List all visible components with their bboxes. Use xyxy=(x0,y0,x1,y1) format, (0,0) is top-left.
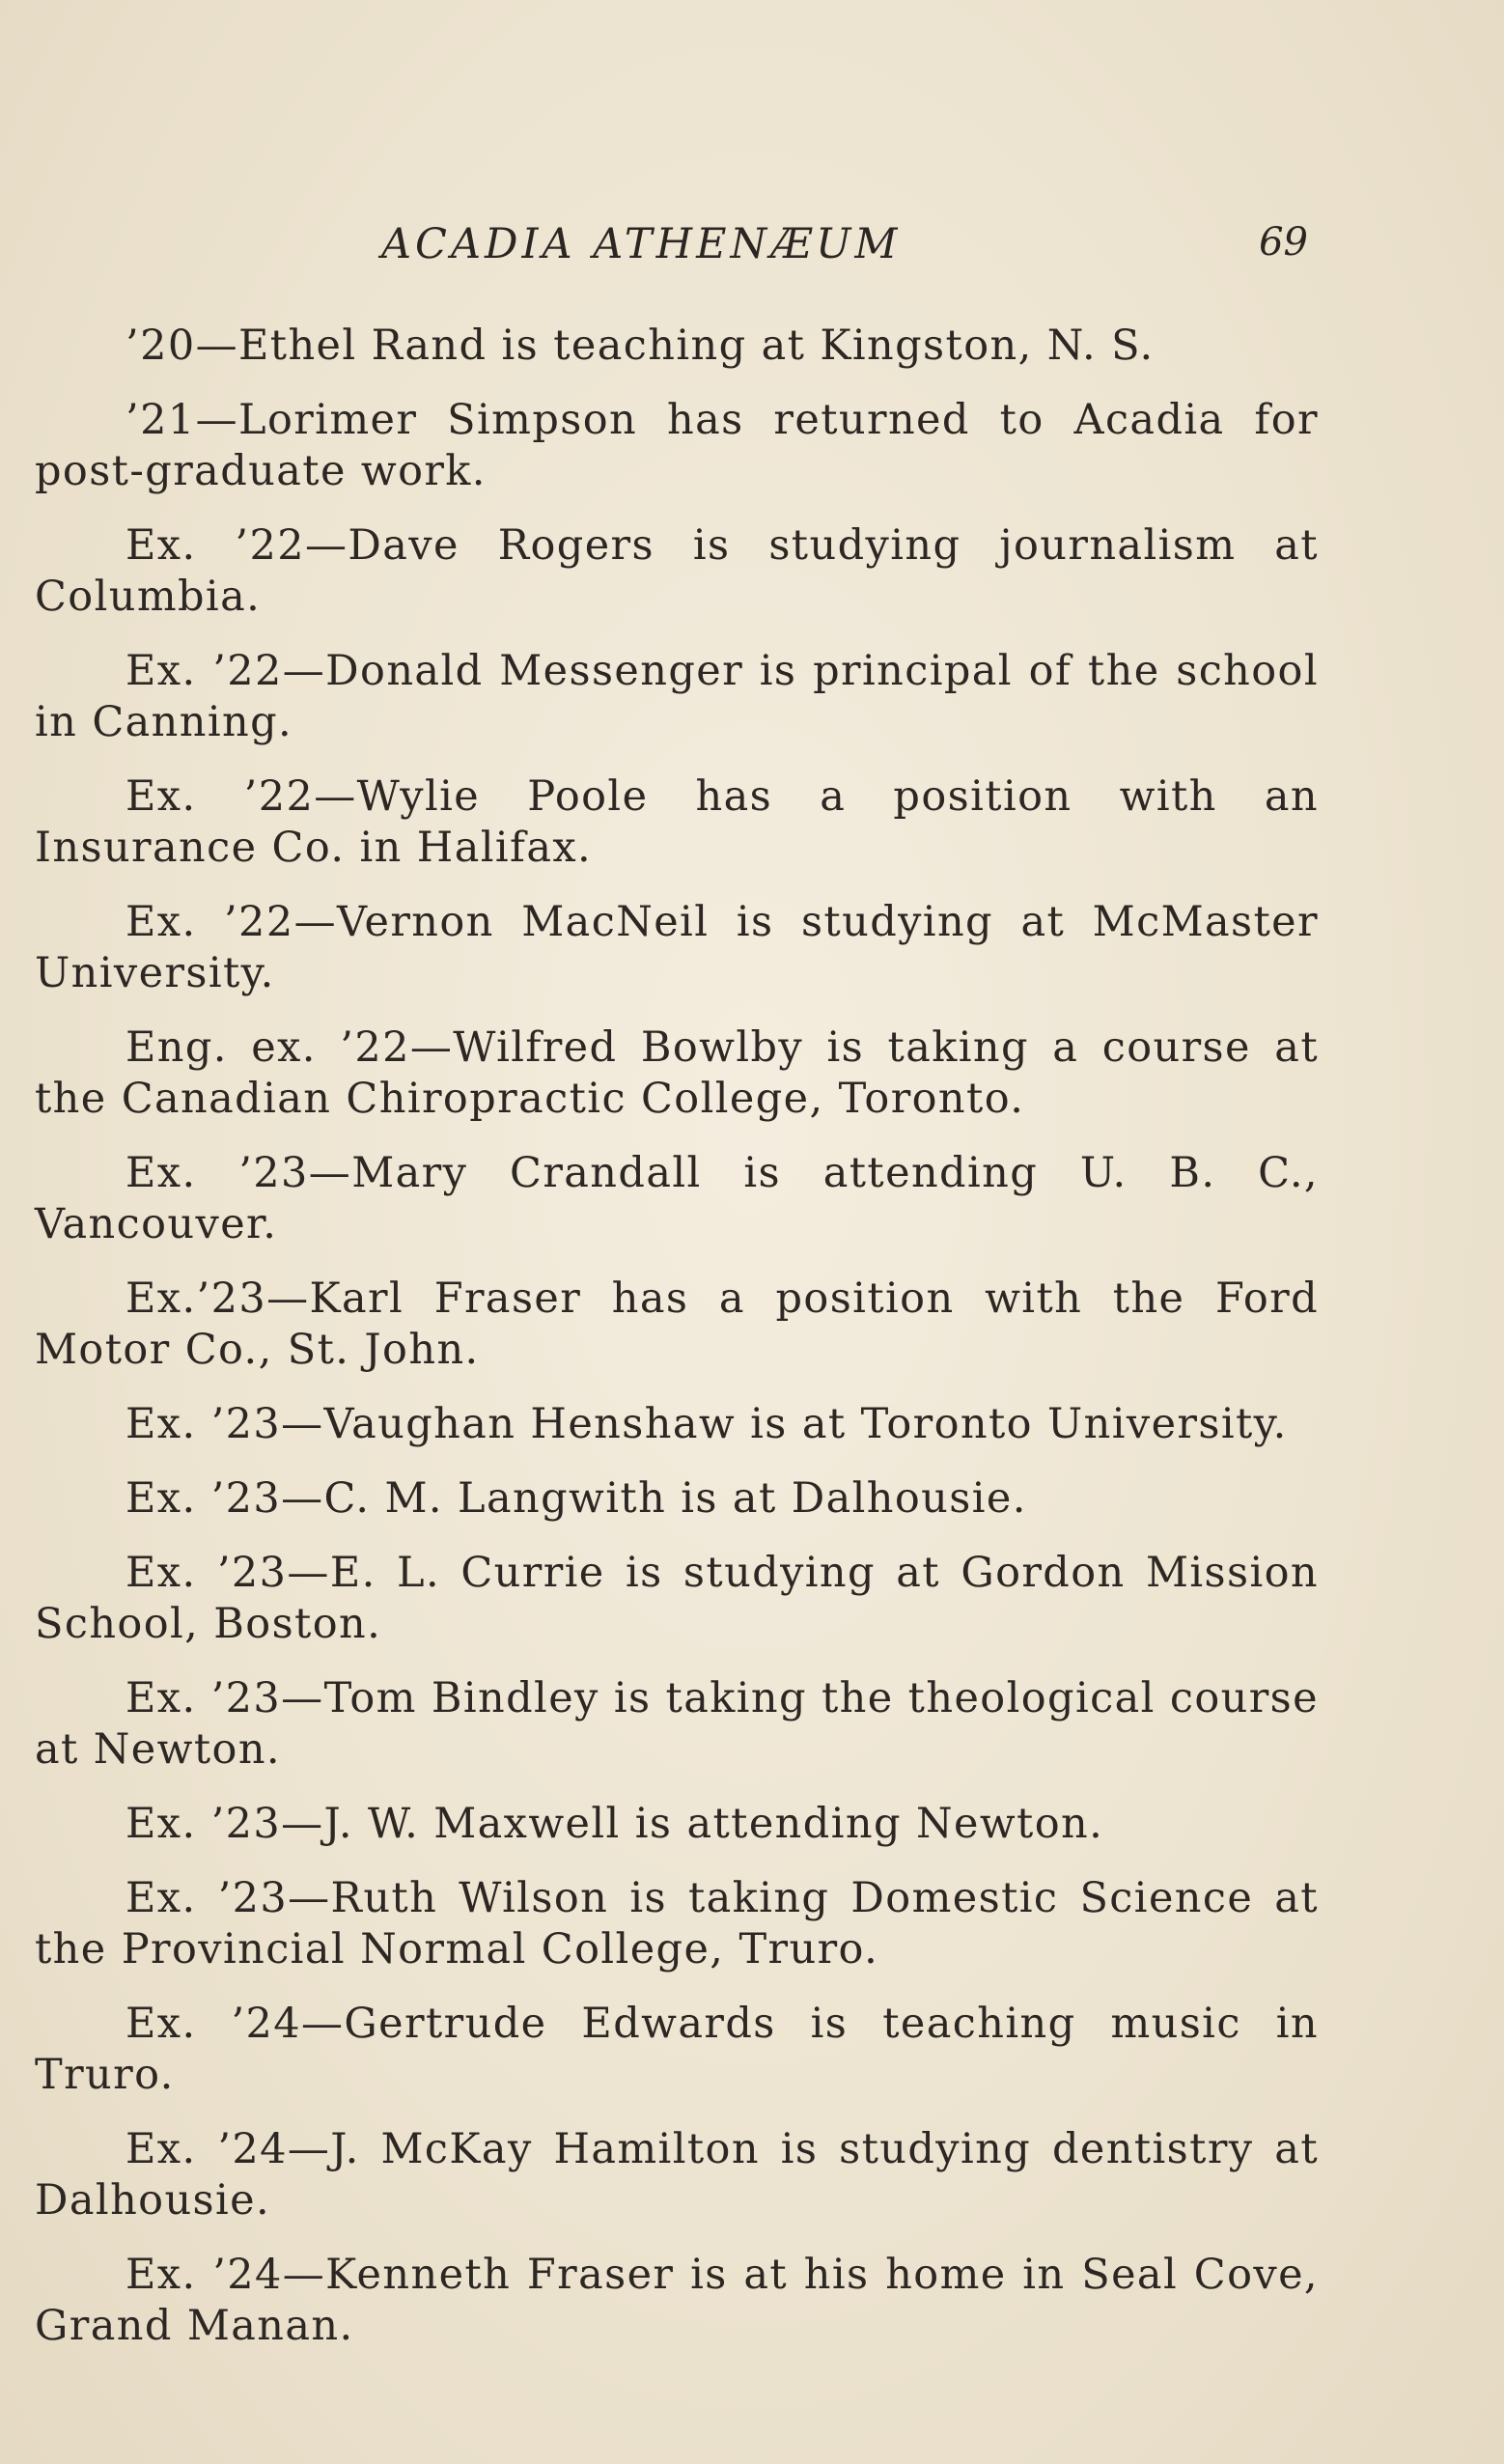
entry-22-wilfred-bowlby: Eng. ex. ’22—Wilfred Bowlby is taking a course at the Canadian Chiropractic College, Toronto. xyxy=(35,1023,1319,1123)
entry-24-kenneth-fraser: Ex. ’24—Kenneth Fraser is at his home in Seal Cove, Grand Manan. xyxy=(35,2251,1319,2350)
entry-22-donald-messenger: Ex. ’22—Donald Messenger is principal of the school in Canning. xyxy=(35,647,1319,746)
entry-23-vaughan-henshaw: Ex. ’23—Vaughan Henshaw is at Toronto University. xyxy=(125,1400,1288,1448)
entry-22-dave-rogers: Ex. ’22—Dave Rogers is studying journalism at Columbia. xyxy=(35,521,1319,621)
entry-23-karl-fraser: Ex.’23—Karl Fraser has a position with the Ford Motor Co., St. John. xyxy=(35,1274,1319,1374)
entry-23-cm-langwith: Ex. ’23—C. M. Langwith is at Dalhousie. xyxy=(125,1474,1027,1523)
entry-20-ethel-rand: ’20—Ethel Rand is teaching at Kingston, N. S. xyxy=(125,322,1155,370)
entry-21-lorimer-simpson: ’21—Lorimer Simpson has returned to Acadia for post-graduate work. xyxy=(35,396,1319,495)
entry-23-el-currie: Ex. ’23—E. L. Currie is studying at Gordon Mission School, Boston. xyxy=(35,1549,1319,1648)
running-head xyxy=(381,220,1308,278)
running-title: ACADIA ATHENÆUM xyxy=(381,220,902,268)
entry-23-ruth-wilson: Ex. ’23—Ruth Wilson is taking Domestic Science at the Provincial Normal College, Truro. xyxy=(35,1874,1319,1974)
entry-22-wylie-poole: Ex. ’22—Wylie Poole has a position with an Insurance Co. in Halifax. xyxy=(35,772,1319,872)
alumni-notes xyxy=(35,321,1319,2375)
entry-23-tom-bindley: Ex. ’23—Tom Bindley is taking the theological course at Newton. xyxy=(35,1674,1319,1774)
entry-24-gertrude-edwards: Ex. ’24—Gertrude Edwards is teaching music in Truro. xyxy=(35,2000,1319,2099)
entry-24-mckay-hamilton: Ex. ’24—J. McKay Hamilton is studying dentistry at Dalhousie. xyxy=(35,2125,1319,2225)
entry-23-jw-maxwell: Ex. ’23—J. W. Maxwell is attending Newton. xyxy=(125,1800,1104,1848)
entry-22-vernon-macneil: Ex. ’22—Vernon MacNeil is studying at McMaster University. xyxy=(35,898,1319,997)
page-number: 69 xyxy=(1259,220,1308,265)
entry-23-mary-crandall: Ex. ’23—Mary Crandall is attending U. B. C., Vancouver. xyxy=(35,1149,1319,1248)
